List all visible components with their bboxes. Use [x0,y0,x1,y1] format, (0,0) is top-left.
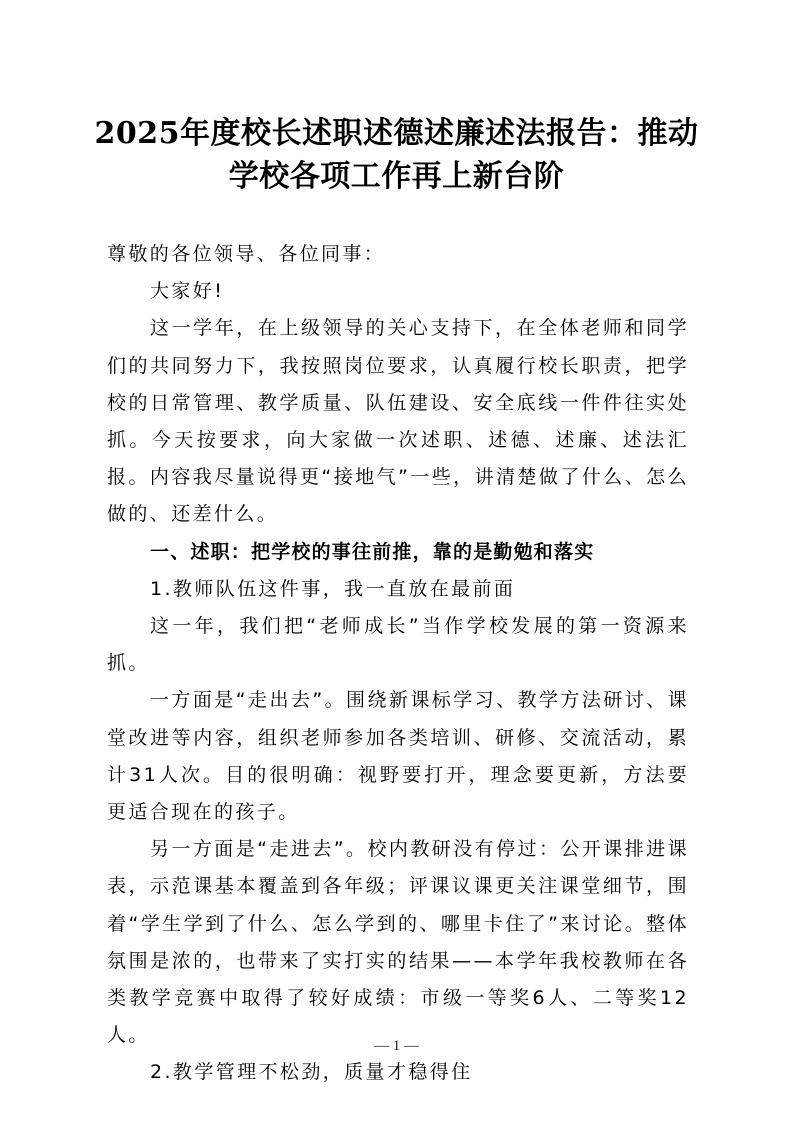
subsection-2-heading: 2.教学管理不松劲，质量才稳得住 [150,1061,473,1084]
body-paragraph: 另一方面是“走进去”。校内教研没有停过：公开课排进课表，示范课基本覆盖到各年级；评课议课更关注课堂细节，围着“学生学到了什么、怎么学到的、哪里卡住了”来讨论。整体氛围是浓的，也带来了实打实的结果——本学年我校教师在各类教学竞赛中取得了较好成绩：市级一等奖6人、二等奖12人。 [107,838,689,1047]
salutation: 尊敬的各位领导、各位同事： [107,243,386,265]
intro-paragraph: 这一学年，在上级领导的关心支持下，在全体老师和同学们的共同努力下，我按照岗位要求，认真履行校长职责，把学校的日常管理、教学质量、队伍建设、安全底线一件件往实处抓。今天按要求，向大家做一次述职、述德、述廉、述法汇报。内容我尽量说得更“接地气”一些，讲清楚做了什么、怎么做的、还差什么。 [107,317,689,526]
document-body [107,236,689,1092]
body-paragraph: 一方面是“走出去”。围绕新课标学习、教学方法研讨、课堂改进等内容，组织老师参加各类培训、研修、交流活动，累计31人次。目的很明确：视野要打开，理念要更新，方法要更适合现在的孩子。 [107,689,689,824]
subsection-1-heading: 1.教师队伍这件事，我一直放在最前面 [150,577,516,600]
body-paragraph: 这一年，我们把“老师成长”当作学校发展的第一资源来抓。 [107,615,689,675]
greeting: 大家好! [150,280,225,303]
section-1-heading: 一、述职：把学校的事往前推，靠的是勤勉和落实 [150,540,595,563]
page-number: — 1 — [374,1038,419,1054]
document-title: 2025年度校长述职述德述廉述法报告：推动学校各项工作再上新台阶 [94,116,699,194]
